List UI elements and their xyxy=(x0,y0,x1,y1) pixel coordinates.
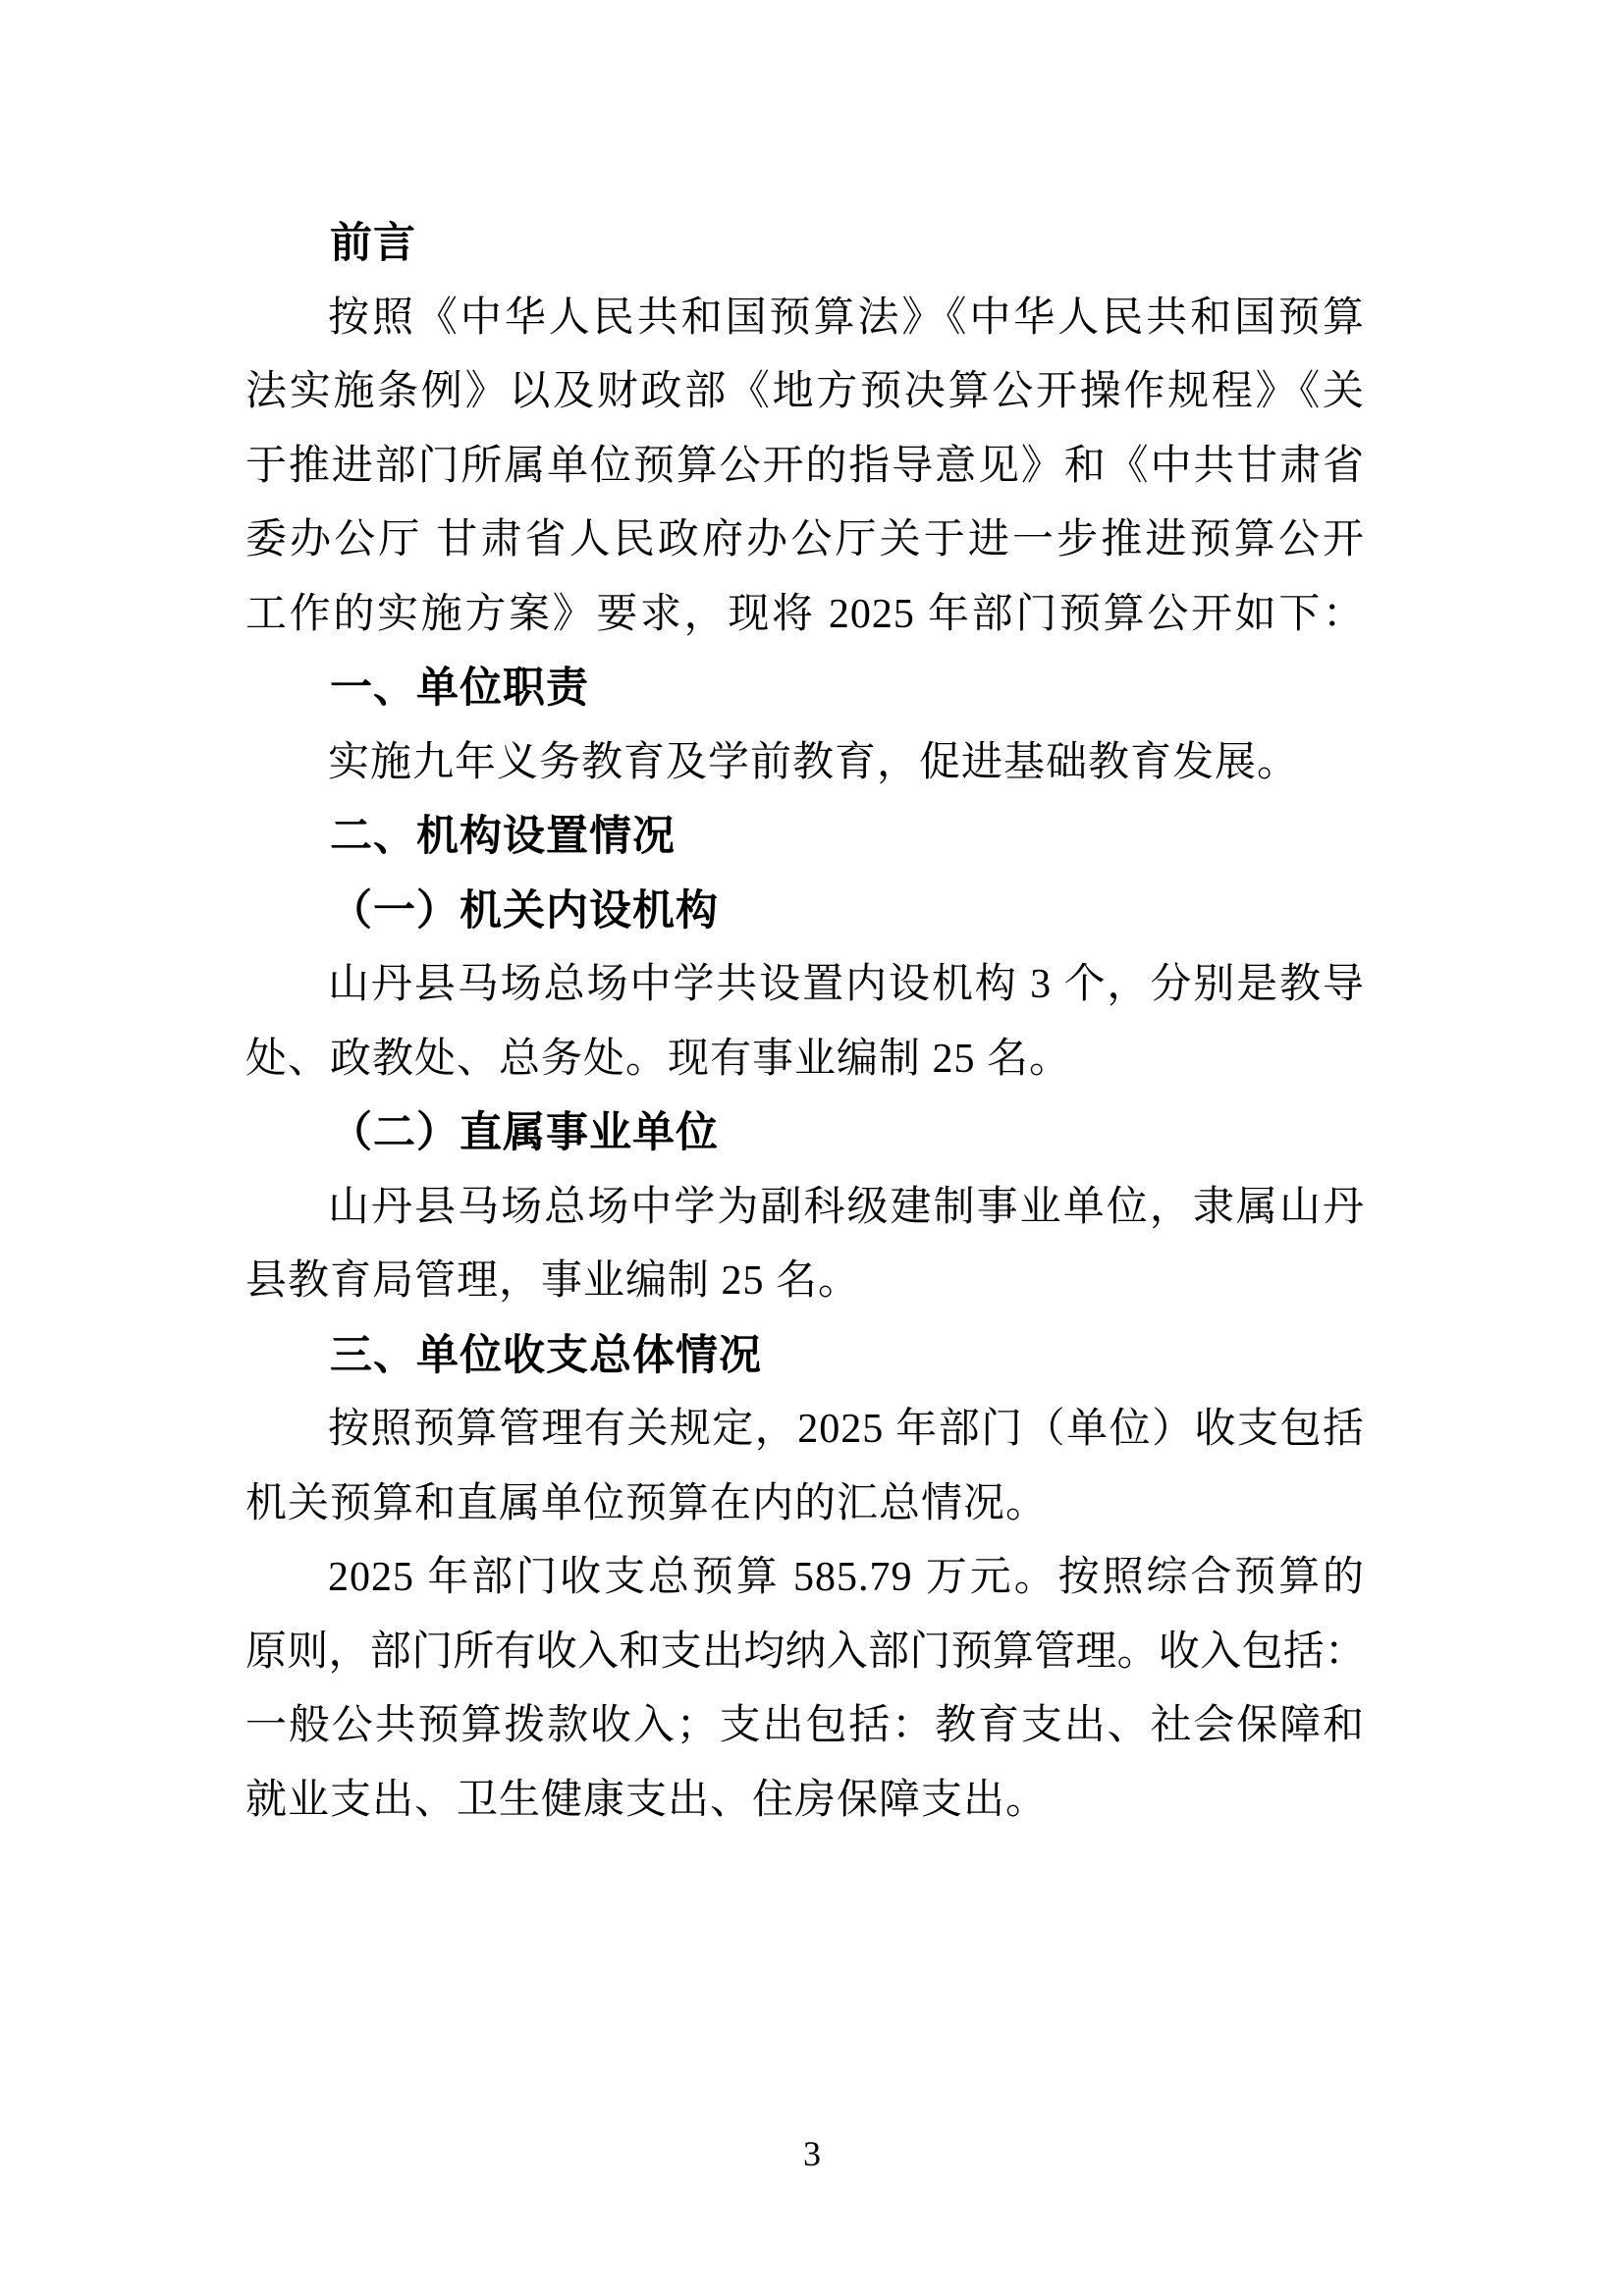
paragraph-line: 机关预算和直属单位预算在内的汇总情况。 xyxy=(245,1480,1049,1526)
paragraph-line: 山丹县马场总场中学共设置内设机构 3 个，分别是教导 xyxy=(328,962,1365,1007)
paragraph-line: 2025 年部门收支总预算 585.79 万元。按照综合预算的 xyxy=(328,1555,1365,1600)
paragraph-line: 工作的实施方案》要求，现将 2025 年部门预算公开如下： xyxy=(245,591,1365,637)
preface-title: 前言 xyxy=(330,220,416,267)
paragraph-line: 按照《中华人民共和国预算法》《中华人民共和国预算 xyxy=(328,294,1365,341)
paragraph-line: 委办公厅 甘肃省人民政府办公厅关于进一步推进预算公开 xyxy=(245,517,1365,562)
paragraph-line: 县教育局管理，事业编制 25 名。 xyxy=(245,1258,861,1304)
paragraph-line: 按照预算管理有关规定，2025 年部门（单位）收支包括 xyxy=(328,1407,1365,1452)
section-heading-3: 三、单位收支总体情况 xyxy=(330,1331,762,1379)
paragraph-line: 实施九年义务教育及学前教育，促进基础教育发展。 xyxy=(328,739,1300,785)
paragraph-line: 于推进部门所属单位预算公开的指导意见》和《中共甘肃省 xyxy=(245,443,1365,489)
sub-heading-2-1: （一）机关内设机构 xyxy=(330,887,719,934)
document-body xyxy=(245,207,1365,1838)
paragraph-line: 一般公共预算拨款收入；支出包括：教育支出、社会保障和 xyxy=(245,1703,1365,1748)
paragraph-line: 法实施条例》以及财政部《地方预决算公开操作规程》《关 xyxy=(245,369,1365,414)
paragraph-line: 原则，部门所有收入和支出均纳入部门预算管理。收入包括： xyxy=(245,1629,1365,1675)
paragraph-line: 处、政教处、总务处。现有事业编制 25 名。 xyxy=(245,1036,1072,1082)
section-heading-2: 二、机构设置情况 xyxy=(330,813,676,860)
page-number: 3 xyxy=(803,2134,821,2173)
paragraph-line: 就业支出、卫生健康支出、住房保障支出。 xyxy=(245,1777,1049,1823)
section-heading-1: 一、单位职责 xyxy=(330,665,589,712)
sub-heading-2-2: （二）直属事业单位 xyxy=(330,1110,719,1156)
paragraph-line: 山丹县马场总场中学为副科级建制事业单位，隶属山丹 xyxy=(328,1184,1365,1230)
